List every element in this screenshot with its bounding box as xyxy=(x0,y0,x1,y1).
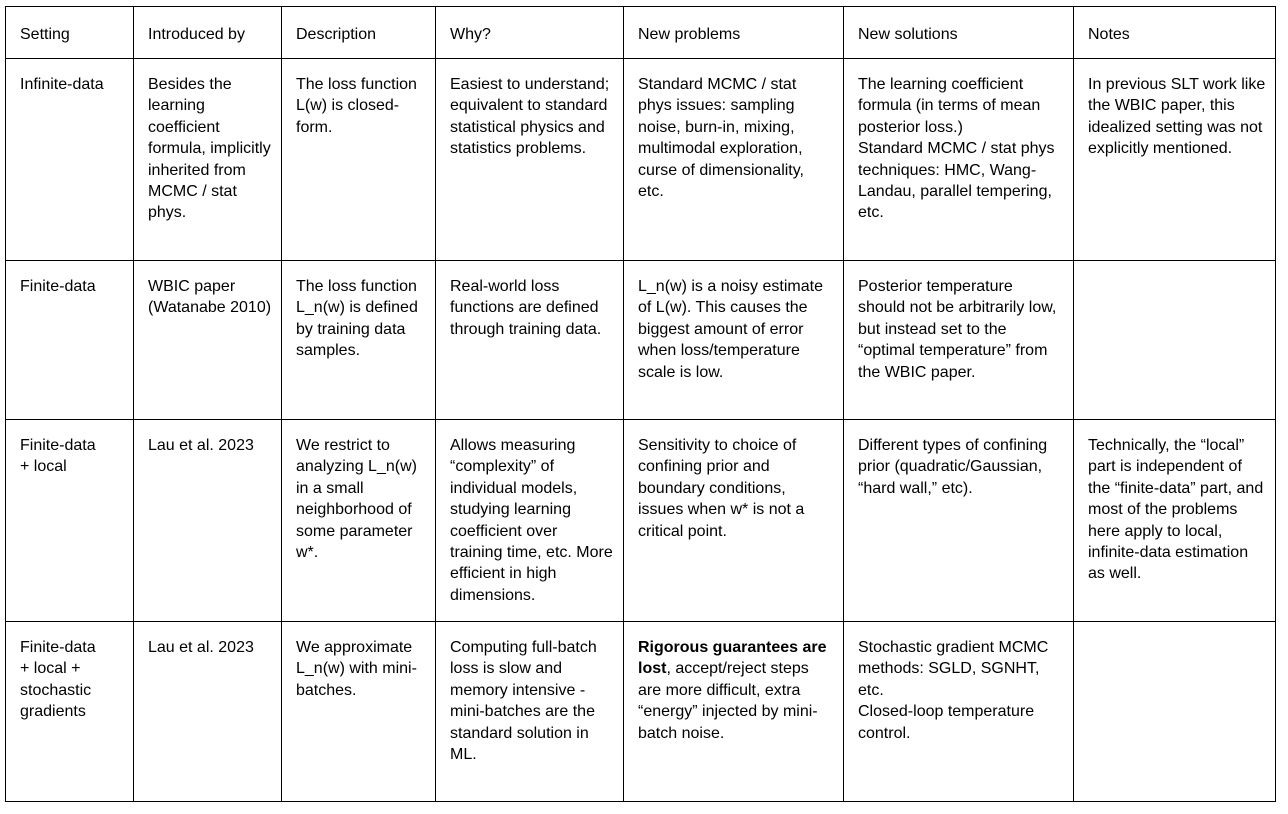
cell-new-solutions: The learning coefficient formula (in terms of mean posterior loss.) Standard MCMC / stat phys techniques: HMC, Wang-Landau, parallel tempering, etc. xyxy=(844,59,1074,261)
settings-table xyxy=(5,6,1276,802)
cell-why: Real-world loss functions are defined through training data. xyxy=(436,261,624,420)
cell-why: Easiest to understand; equivalent to standard statistical physics and statistics problems. xyxy=(436,59,624,261)
cell-new-problems: Standard MCMC / stat phys issues: sampling noise, burn-in, mixing, multimodal exploration, curse of dimensionality, etc. xyxy=(624,59,844,261)
header-description: Description xyxy=(282,7,436,59)
cell-setting: Infinite-data xyxy=(6,59,134,261)
cell-why: Computing full-batch loss is slow and memory intensive - mini-batches are the standard solution in ML. xyxy=(436,622,624,802)
cell-setting: Finite-data xyxy=(6,261,134,420)
table-row xyxy=(6,261,1276,420)
table-row xyxy=(6,420,1276,622)
cell-description: The loss function L(w) is closed-form. xyxy=(282,59,436,261)
cell-notes xyxy=(1074,622,1276,802)
cell-new-problems xyxy=(624,622,844,802)
cell-introduced-by: WBIC paper (Watanabe 2010) xyxy=(134,261,282,420)
cell-new-problems: L_n(w) is a noisy estimate of L(w). This causes the biggest amount of error when loss/temperature scale is low. xyxy=(624,261,844,420)
cell-introduced-by: Lau et al. 2023 xyxy=(134,622,282,802)
cell-why: Allows measuring “complexity” of individual models, studying learning coefficient over training time, etc. More efficient in high dimensions. xyxy=(436,420,624,622)
new-problems-rest: , accept/reject steps are more difficult, extra “energy” injected by mini-batch noise. xyxy=(638,660,818,742)
cell-description: We restrict to analyzing L_n(w) in a small neighborhood of some parameter w*. xyxy=(282,420,436,622)
cell-description: We approximate L_n(w) with mini-batches. xyxy=(282,622,436,802)
header-new-solutions: New solutions xyxy=(844,7,1074,59)
cell-introduced-by: Besides the learning coefficient formula, implicitly inherited from MCMC / stat phys. xyxy=(134,59,282,261)
new-problems-bold-lead: Rigorous guarantees are lost xyxy=(638,639,827,678)
cell-notes xyxy=(1074,261,1276,420)
cell-new-problems: Sensitivity to choice of confining prior and boundary conditions, issues when w* is not a critical point. xyxy=(624,420,844,622)
table-row xyxy=(6,622,1276,802)
header-introduced-by: Introduced by xyxy=(134,7,282,59)
cell-new-solutions: Different types of confining prior (quadratic/Gaussian, “hard wall,” etc). xyxy=(844,420,1074,622)
cell-new-solutions: Stochastic gradient MCMC methods: SGLD, SGNHT, etc. Closed-loop temperature control. xyxy=(844,622,1074,802)
header-setting: Setting xyxy=(6,7,134,59)
cell-setting: Finite-data + local xyxy=(6,420,134,622)
header-notes: Notes xyxy=(1074,7,1276,59)
header-new-problems: New problems xyxy=(624,7,844,59)
header-why: Why? xyxy=(436,7,624,59)
cell-introduced-by: Lau et al. 2023 xyxy=(134,420,282,622)
table-row xyxy=(6,59,1276,261)
cell-description: The loss function L_n(w) is defined by training data samples. xyxy=(282,261,436,420)
cell-setting: Finite-data + local + stochastic gradients xyxy=(6,622,134,802)
header-row xyxy=(6,7,1276,59)
cell-notes: Technically, the “local” part is independent of the “finite-data” part, and most of the problems here apply to local, infinite-data estimation as well. xyxy=(1074,420,1276,622)
cell-new-solutions: Posterior temperature should not be arbitrarily low, but instead set to the “optimal temperature” from the WBIC paper. xyxy=(844,261,1074,420)
cell-notes: In previous SLT work like the WBIC paper, this idealized setting was not explicitly mentioned. xyxy=(1074,59,1276,261)
